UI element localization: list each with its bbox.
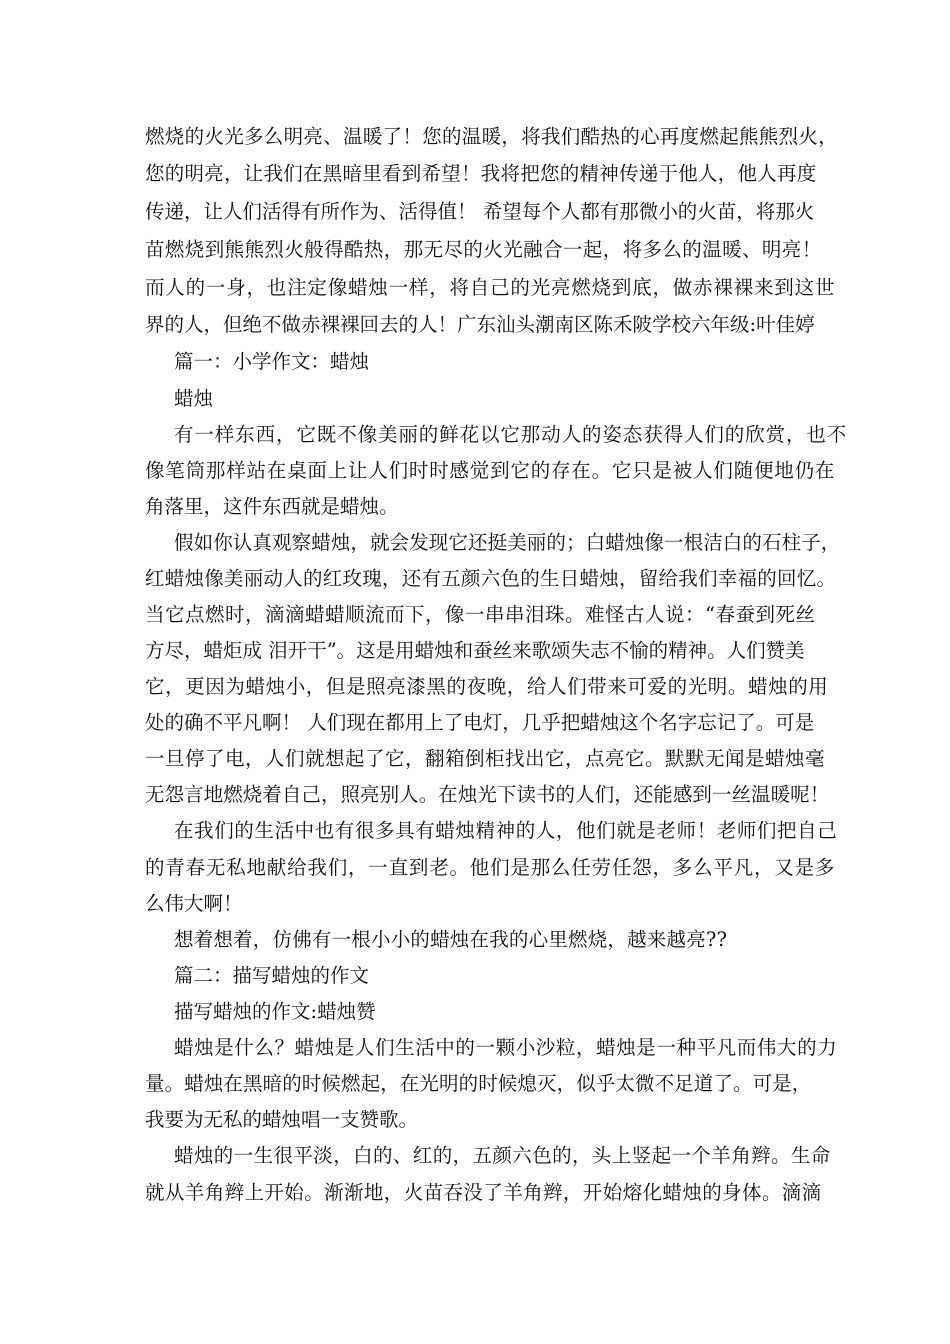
text-line: 量。蜡烛在黑暗的时候燃起，在光明的时候熄灭，似乎太微不足道了。可是， <box>145 1072 812 1095</box>
text-line: 当它点燃时，滴滴蜡蜡顺流而下，像一串串泪珠。难怪古人说：“春蚕到死丝 <box>145 603 816 626</box>
section-heading: 篇二：描写蜡烛的作文 <box>174 964 370 987</box>
text-line: 蜡烛的一生很平淡，白的、红的，五颜六色的，头上竖起一个羊角辫。生命 <box>174 1144 831 1167</box>
text-line: 就从羊角辫上开始。渐渐地，火苗吞没了羊角辫，开始熔化蜡烛的身体。滴滴 <box>145 1181 822 1204</box>
text-line: 一旦停了电，人们就想起了它，翻箱倒柜找出它，点亮它。默默无闻是蜡烛毫 <box>145 747 826 770</box>
text-line: 苗燃烧到熊熊烈火般得酷热，那无尽的火光融合一起，将多么的温暖、明亮！ <box>145 238 822 261</box>
text-line: 想着想着，仿佛有一根小小的蜡烛在我的心里燃烧，越来越亮?? <box>174 928 728 951</box>
text-line: 蜡烛是什么？蜡烛是人们生活中的一颗小沙粒，蜡烛是一种平凡而伟大的力 <box>174 1036 838 1059</box>
text-line: 处的确不平凡啊！ 人们现在都用上了电灯，几乎把蜡烛这个名字忘记了。可是 <box>145 711 815 734</box>
text-line: 燃烧的火光多么明亮、温暖了！您的温暖，将我们酷热的心再度燃起熊熊烈火， <box>145 125 839 148</box>
text-line: 假如你认真观察蜡烛，就会发现它还挺美丽的；白蜡烛像一根洁白的石柱子， <box>174 531 841 554</box>
text-line: 它，更因为蜡烛小，但是照亮漆黑的夜晚，给人们带来可爱的光明。蜡烛的用 <box>145 675 829 698</box>
text-line: 我要为无私的蜡烛唱一支赞歌。 <box>145 1108 419 1131</box>
text-line: 红蜡烛像美丽动人的红玫瑰，还有五颜六色的生日蜡烛，留给我们幸福的回忆。 <box>145 567 837 590</box>
text-line: 传递，让人们活得有所作为、活得值！ 希望每个人都有那微小的火苗，将那火 <box>145 200 815 223</box>
text-line: 界的人，但绝不做赤裸裸回去的人！广东汕头潮南区陈禾陂学校六年级:叶佳婷 <box>145 313 815 336</box>
text-line: 而人的一身，也注定像蜡烛一样，将自己的光亮燃烧到底，做赤裸裸来到这世 <box>145 276 836 299</box>
text-line: 在我们的生活中也有很多具有蜡烛精神的人，他们就是老师！老师们把自己 <box>174 819 838 842</box>
text-line: 方尽，蜡炬成 泪开干”。这是用蜡烛和蚕丝来歌颂失志不愉的精神。人们赞美 <box>145 639 805 662</box>
section-heading: 篇一：小学作文：蜡烛 <box>174 350 370 373</box>
text-line: 无怨言地燃烧着自己，照亮别人。在烛光下读书的人们，还能感到一丝温暖呢！ <box>145 783 830 806</box>
text-line: 么伟大啊！ <box>145 892 243 915</box>
text-line: 角落里，这件东西就是蜡烛。 <box>145 495 399 518</box>
text-line: 的青春无私地献给我们，一直到老。他们是那么任劳任怨，多么平凡，又是多 <box>145 856 836 879</box>
text-line: 像笔筒那样站在桌面上让人们时时感觉到它的存在。它只是被人们随便地仍在 <box>145 459 836 482</box>
text-line: 有一样东西，它既不像美丽的鲜花以它那动人的姿态获得人们的欣赏，也不 <box>174 423 848 446</box>
section-title: 描写蜡烛的作文:蜡烛赞 <box>174 1000 376 1023</box>
section-title: 蜡烛 <box>174 387 214 410</box>
text-line: 您的明亮，让我们在黑暗里看到希望！我将把您的精神传递于他人，他人再度 <box>145 162 817 185</box>
